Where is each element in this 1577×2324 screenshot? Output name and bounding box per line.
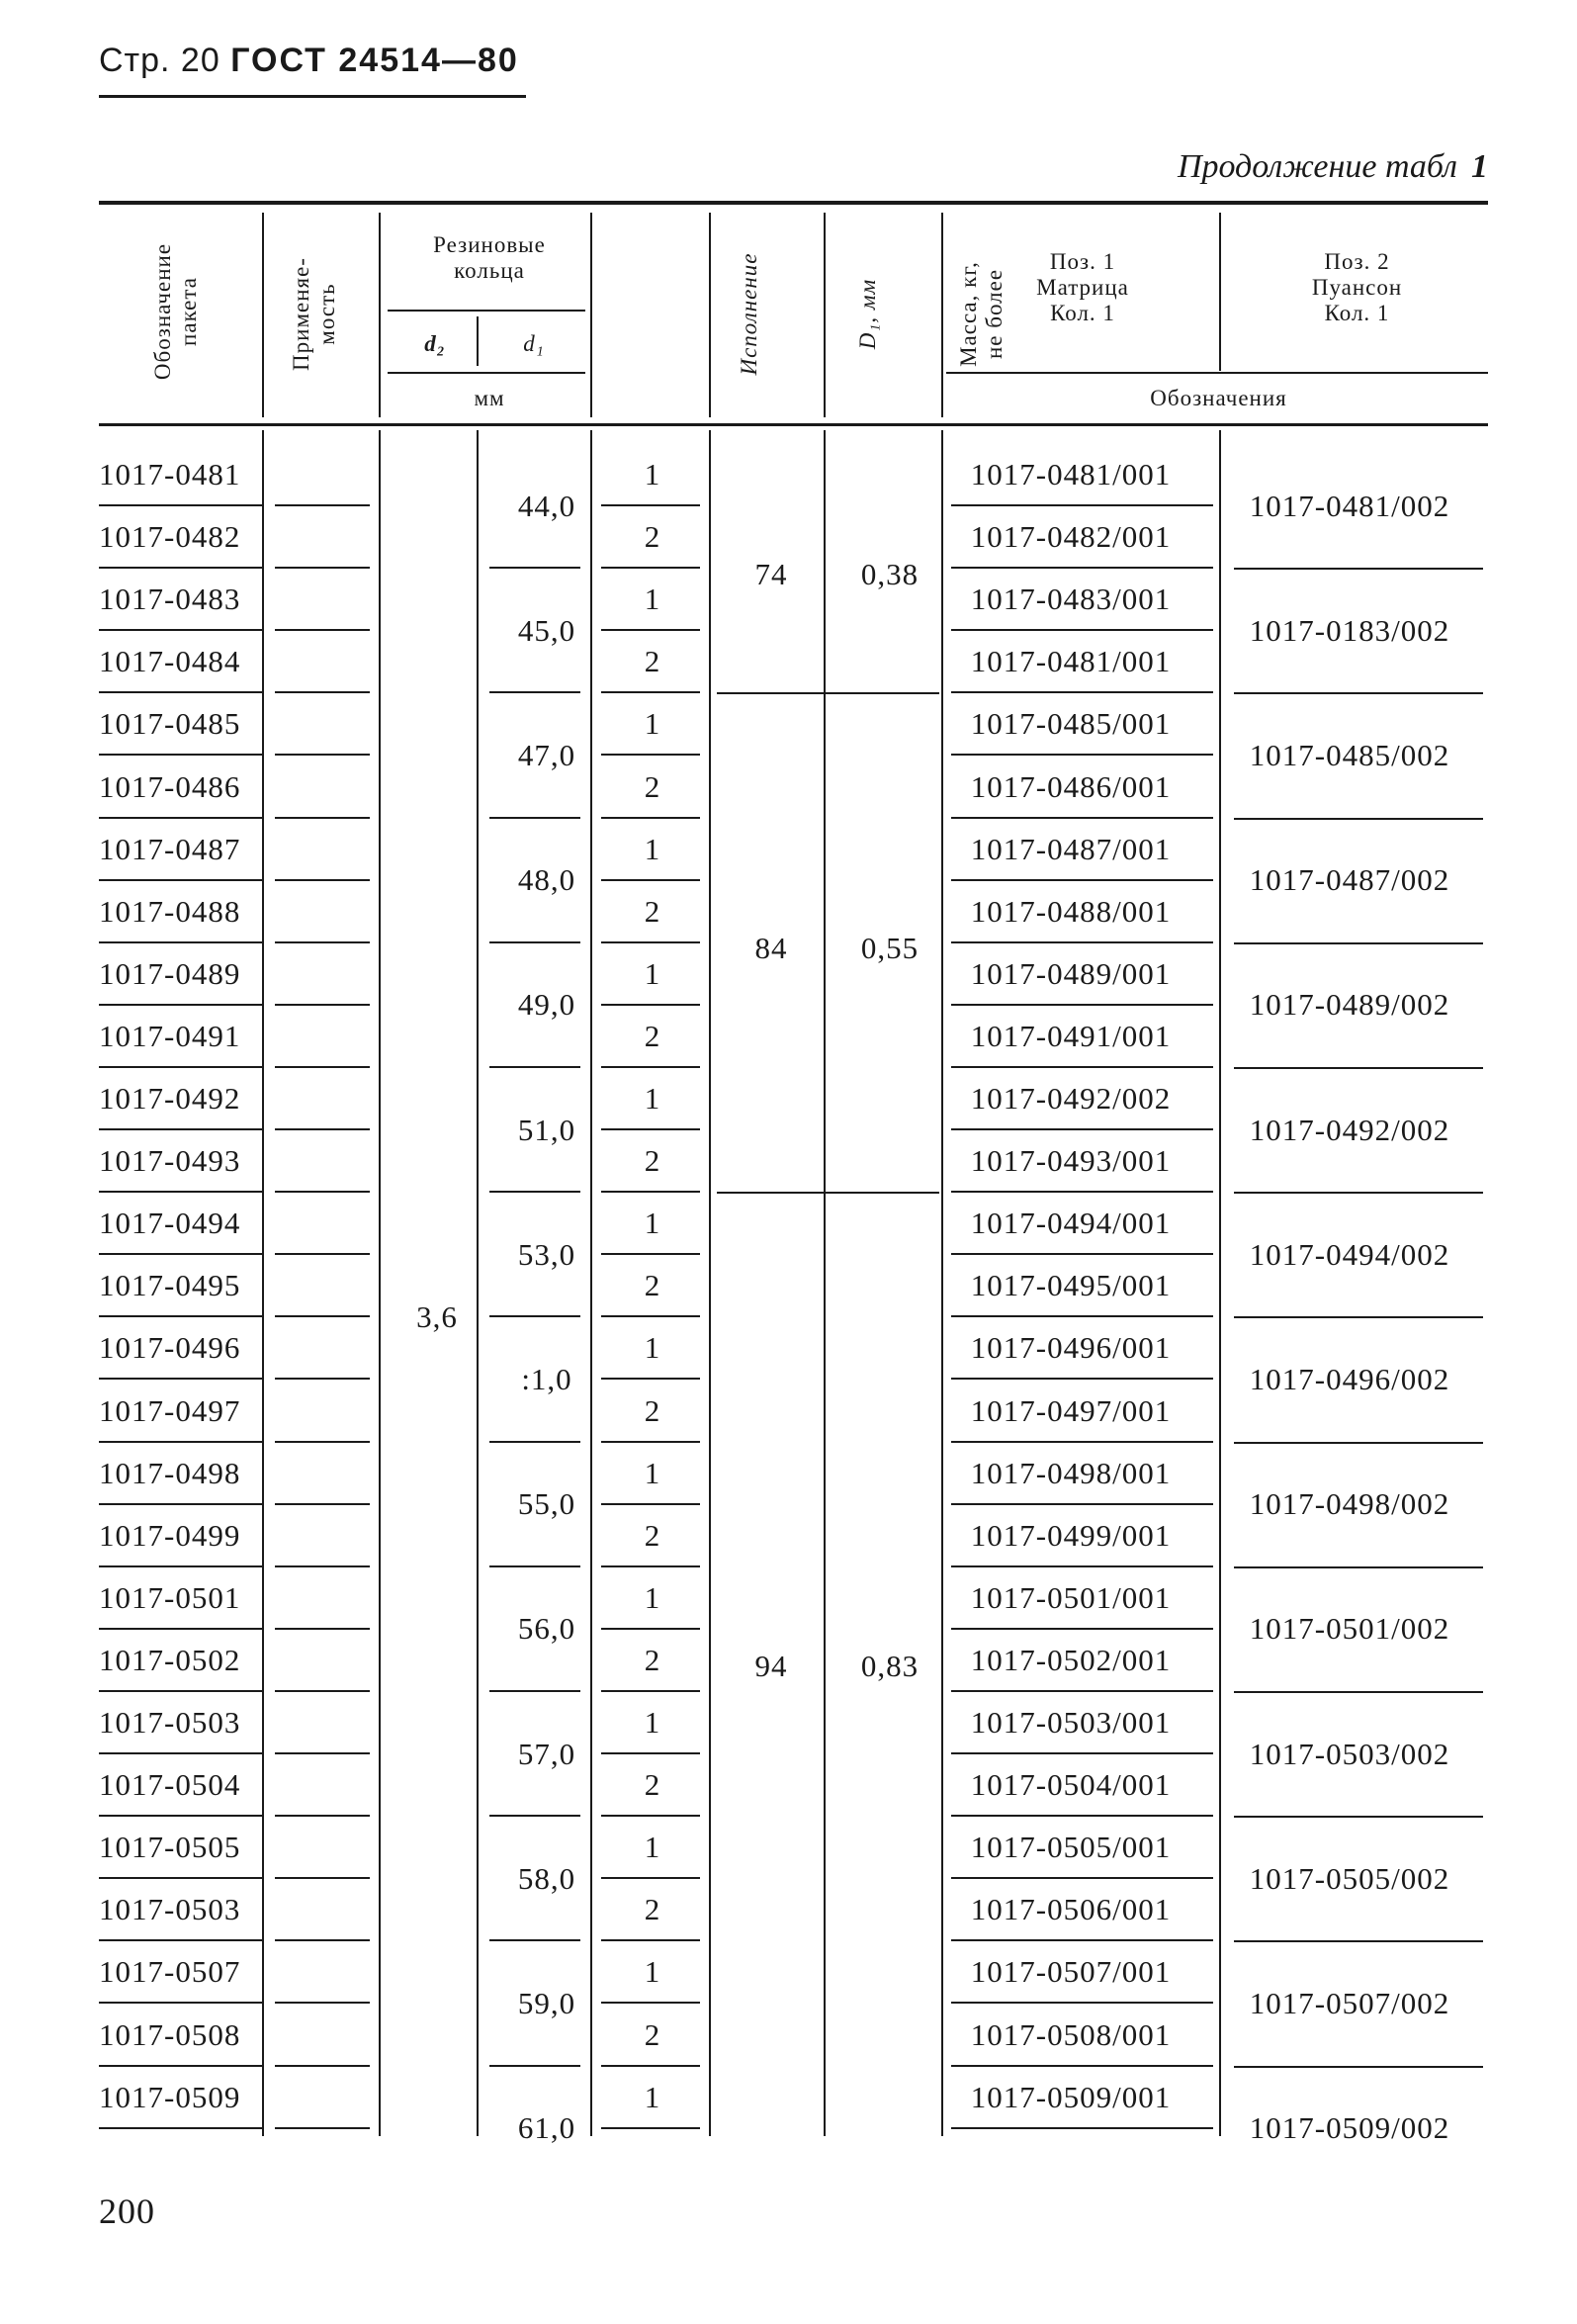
designation-cell: 1017-0486 — [99, 768, 241, 804]
row-rule — [951, 1815, 1213, 1817]
row-rule — [99, 1378, 262, 1380]
row-rule — [275, 1191, 370, 1193]
execution-cell: 2 — [644, 2016, 661, 2052]
d1-cell: 55,0 — [517, 1486, 576, 1522]
designation-cell: 1017-0508 — [99, 2016, 241, 2052]
pos1-cell: 1017-0487/001 — [970, 831, 1172, 866]
group-rule — [1234, 818, 1483, 820]
standard-number: ГОСТ 24514—80 — [230, 42, 519, 79]
page-prefix: Стр. 20 — [99, 42, 220, 79]
row-rule — [275, 2127, 370, 2129]
row-rule — [601, 1815, 700, 1817]
row-rule — [275, 1253, 370, 1255]
row-rule — [489, 1690, 580, 1692]
d1-cell: 44,0 — [517, 488, 576, 523]
row-rule — [275, 1128, 370, 1130]
row-rule — [951, 691, 1213, 693]
row-rule — [951, 1004, 1213, 1006]
row-rule — [601, 1253, 700, 1255]
pos1-cell: 1017-0493/001 — [970, 1143, 1172, 1179]
row-rule — [601, 1378, 700, 1380]
pos1-cell: 1017-0509/001 — [970, 2079, 1172, 2114]
row-rule — [489, 691, 580, 693]
col-mm-header: мм — [474, 386, 505, 410]
execution-cell: 2 — [644, 893, 661, 929]
execution-cell: 1 — [644, 1705, 661, 1740]
column-divider — [941, 430, 943, 2136]
row-rule — [99, 691, 262, 693]
row-rule — [275, 1441, 370, 1443]
execution-cell: 2 — [644, 644, 661, 679]
D1-cell: 94 — [754, 1648, 788, 1683]
pos1-cell: 1017-0481/001 — [970, 644, 1172, 679]
col-designations-header: Обозначения — [1150, 386, 1287, 410]
row-rule — [99, 1128, 262, 1130]
row-rule — [99, 1752, 262, 1754]
row-rule — [275, 1628, 370, 1630]
row-rule — [601, 2002, 700, 2004]
row-rule — [99, 1004, 262, 1006]
d2-cell: 3,6 — [416, 1298, 458, 1334]
row-rule — [951, 1315, 1213, 1317]
row-rule — [489, 567, 580, 569]
row-rule — [99, 1939, 262, 1941]
d1-cell: 57,0 — [517, 1736, 576, 1771]
designation-cell: 1017-0491 — [99, 1018, 241, 1053]
execution-cell: 2 — [644, 519, 661, 555]
row-rule — [275, 2065, 370, 2067]
designation-cell: 1017-0484 — [99, 644, 241, 679]
row-rule — [489, 817, 580, 819]
pos1-cell: 1017-0492/002 — [970, 1081, 1172, 1116]
row-rule — [601, 629, 700, 631]
row-rule — [275, 1877, 370, 1879]
row-rule — [951, 567, 1213, 569]
designation-cell: 1017-0497 — [99, 1392, 241, 1428]
d1-cell: 53,0 — [517, 1236, 576, 1272]
row-rule — [99, 2065, 262, 2067]
row-rule — [951, 629, 1213, 631]
col-d1-header: d₁ — [523, 331, 545, 356]
row-rule — [99, 1315, 262, 1317]
pos1-cell: 1017-0488/001 — [970, 893, 1172, 929]
row-rule — [489, 2065, 580, 2067]
header-divider — [709, 213, 711, 417]
pos2-cell: 1017-0183/002 — [1249, 612, 1450, 648]
pos1-cell: 1017-0497/001 — [970, 1392, 1172, 1428]
group-rule — [1234, 1940, 1483, 1942]
row-rule — [275, 1752, 370, 1754]
row-rule — [601, 754, 700, 756]
row-rule — [601, 1752, 700, 1754]
col-D1-header: D₁, мм — [855, 278, 880, 350]
row-rule — [99, 1815, 262, 1817]
D1-cell: 84 — [754, 931, 788, 966]
row-rule — [99, 1877, 262, 1879]
execution-cell: 2 — [644, 1767, 661, 1803]
group-rule — [1234, 1067, 1483, 1069]
row-rule — [951, 1378, 1213, 1380]
row-rule — [489, 1939, 580, 1941]
d1-cell: 56,0 — [517, 1611, 576, 1647]
row-rule — [951, 2002, 1213, 2004]
row-rule — [275, 1815, 370, 1817]
row-rule — [601, 1066, 700, 1068]
row-rule — [99, 504, 262, 506]
header-divider — [1219, 213, 1221, 371]
row-rule — [99, 754, 262, 756]
execution-cell: 2 — [644, 1143, 661, 1179]
designation-cell: 1017-0488 — [99, 893, 241, 929]
pos1-cell: 1017-0505/001 — [970, 1830, 1172, 1865]
row-rule — [275, 1565, 370, 1567]
designation-cell: 1017-0504 — [99, 1767, 241, 1803]
d1-cell: 59,0 — [517, 1985, 576, 2020]
row-rule — [951, 817, 1213, 819]
row-rule — [489, 941, 580, 943]
pos1-cell: 1017-0499/001 — [970, 1517, 1172, 1553]
pos1-cell: 1017-0504/001 — [970, 1767, 1172, 1803]
designation-cell: 1017-0494 — [99, 1206, 241, 1241]
designation-cell: 1017-0492 — [99, 1081, 241, 1116]
execution-cell: 1 — [644, 706, 661, 742]
row-rule — [489, 1441, 580, 1443]
row-rule — [99, 567, 262, 569]
row-rule — [99, 1191, 262, 1193]
pos2-cell: 1017-0494/002 — [1249, 1236, 1450, 1272]
row-rule — [275, 567, 370, 569]
column-divider — [477, 430, 479, 2136]
row-rule — [601, 1628, 700, 1630]
d1-cell: 49,0 — [517, 987, 576, 1023]
pos1-cell: 1017-0489/001 — [970, 955, 1172, 991]
header-subrule — [388, 310, 585, 312]
d1-cell: 51,0 — [517, 1112, 576, 1147]
pos2-cell: 1017-0509/002 — [1249, 2110, 1450, 2146]
row-rule — [275, 1939, 370, 1941]
row-rule — [951, 2127, 1213, 2129]
row-rule — [489, 1815, 580, 1817]
execution-cell: 1 — [644, 955, 661, 991]
row-rule — [275, 754, 370, 756]
row-rule — [951, 879, 1213, 881]
row-rule — [275, 629, 370, 631]
col-execution-header: Исполнение — [737, 252, 761, 376]
row-rule — [99, 1503, 262, 1505]
execution-cell: 1 — [644, 1455, 661, 1490]
d1-cell: 48,0 — [517, 862, 576, 898]
row-rule — [489, 1191, 580, 1193]
pos2-cell: 1017-0505/002 — [1249, 1860, 1450, 1896]
D1-cell: 74 — [754, 556, 788, 591]
column-divider — [262, 430, 264, 2136]
row-rule — [951, 1441, 1213, 1443]
group-rule — [1234, 692, 1483, 694]
pos1-cell: 1017-0494/001 — [970, 1206, 1172, 1241]
designation-cell: 1017-0503 — [99, 1705, 241, 1740]
row-rule — [99, 879, 262, 881]
pos1-cell: 1017-0506/001 — [970, 1892, 1172, 1927]
group-rule — [1234, 1816, 1483, 1818]
row-rule — [275, 941, 370, 943]
pos1-cell: 1017-0502/001 — [970, 1642, 1172, 1677]
group-rule — [1234, 2066, 1483, 2068]
execution-cell: 1 — [644, 1830, 661, 1865]
pos2-cell: 1017-0503/002 — [1249, 1736, 1450, 1771]
row-rule — [275, 1503, 370, 1505]
execution-cell: 1 — [644, 1206, 661, 1241]
d1-cell: 58,0 — [517, 1860, 576, 1896]
row-rule — [601, 691, 700, 693]
column-divider — [379, 430, 381, 2136]
pos1-cell: 1017-0496/001 — [970, 1330, 1172, 1366]
row-rule — [99, 1690, 262, 1692]
pos1-cell: 1017-0508/001 — [970, 2016, 1172, 2052]
pos2-cell: 1017-0492/002 — [1249, 1112, 1450, 1147]
row-rule — [951, 1191, 1213, 1193]
row-rule — [601, 817, 700, 819]
row-rule — [99, 2002, 262, 2004]
execution-cell: 2 — [644, 768, 661, 804]
execution-cell: 2 — [644, 1018, 661, 1053]
designation-cell: 1017-0496 — [99, 1330, 241, 1366]
execution-cell: 1 — [644, 457, 661, 492]
col-designation-header: Обозначение пакета — [150, 242, 201, 381]
row-rule — [951, 754, 1213, 756]
row-rule — [951, 1628, 1213, 1630]
header-subrule — [388, 372, 585, 374]
designation-cell: 1017-0499 — [99, 1517, 241, 1553]
designation-cell: 1017-0503 — [99, 1892, 241, 1927]
row-rule — [601, 567, 700, 569]
row-rule — [275, 691, 370, 693]
row-rule — [275, 1004, 370, 1006]
row-rule — [951, 1253, 1213, 1255]
row-rule — [601, 941, 700, 943]
mass-cell: 0,55 — [860, 931, 920, 966]
row-rule — [601, 504, 700, 506]
col-pos2-header: Поз. 2 Пуансон Кол. 1 — [1311, 249, 1403, 325]
row-rule — [489, 1066, 580, 1068]
pos1-cell: 1017-0507/001 — [970, 1954, 1172, 1990]
execution-cell: 1 — [644, 581, 661, 617]
header-divider — [262, 213, 264, 417]
designation-cell: 1017-0485 — [99, 706, 241, 742]
d1-cell: 47,0 — [517, 737, 576, 772]
d1-cell: 61,0 — [517, 2110, 576, 2146]
pos2-cell: 1017-0498/002 — [1249, 1486, 1450, 1522]
row-rule — [489, 1565, 580, 1567]
row-rule — [99, 1565, 262, 1567]
column-divider — [824, 430, 826, 2136]
row-rule — [601, 1128, 700, 1130]
row-rule — [951, 1128, 1213, 1130]
row-rule — [99, 1066, 262, 1068]
pos2-cell: 1017-0496/002 — [1249, 1361, 1450, 1396]
group-rule — [717, 692, 939, 694]
row-rule — [601, 1503, 700, 1505]
row-rule — [951, 1752, 1213, 1754]
row-rule — [601, 1315, 700, 1317]
row-rule — [275, 1315, 370, 1317]
row-rule — [951, 1503, 1213, 1505]
row-rule — [601, 1939, 700, 1941]
pos2-cell: 1017-0507/002 — [1249, 1985, 1450, 2020]
col-applicability-header: Применяе- мость — [289, 257, 339, 371]
execution-cell: 2 — [644, 1892, 661, 1927]
row-rule — [99, 941, 262, 943]
group-rule — [717, 1192, 939, 1194]
designation-cell: 1017-0509 — [99, 2079, 241, 2114]
pos1-cell: 1017-0501/001 — [970, 1579, 1172, 1615]
designation-cell: 1017-0495 — [99, 1268, 241, 1303]
row-rule — [275, 817, 370, 819]
mass-cell: 0,38 — [860, 556, 920, 591]
designation-cell: 1017-0498 — [99, 1455, 241, 1490]
execution-cell: 2 — [644, 1392, 661, 1428]
execution-cell: 1 — [644, 831, 661, 866]
pos1-cell: 1017-0498/001 — [970, 1455, 1172, 1490]
row-rule — [99, 1253, 262, 1255]
pos1-cell: 1017-0483/001 — [970, 581, 1172, 617]
pos2-cell: 1017-0489/002 — [1249, 987, 1450, 1023]
row-rule — [99, 2127, 262, 2129]
table-header-bottom-rule — [99, 423, 1488, 426]
pos1-cell: 1017-0491/001 — [970, 1018, 1172, 1053]
row-rule — [601, 879, 700, 881]
pos2-cell: 1017-0481/002 — [1249, 488, 1450, 523]
header-subrule — [946, 372, 1488, 374]
row-rule — [951, 1565, 1213, 1567]
row-rule — [601, 1191, 700, 1193]
row-rule — [951, 2065, 1213, 2067]
row-rule — [601, 2127, 700, 2129]
row-rule — [275, 879, 370, 881]
col-pos1-header: Поз. 1 Матрица Кол. 1 — [1036, 249, 1129, 325]
execution-cell: 2 — [644, 1642, 661, 1677]
d1-cell: :1,0 — [521, 1361, 572, 1396]
designation-cell: 1017-0507 — [99, 1954, 241, 1990]
header-divider — [590, 213, 592, 417]
row-rule — [601, 2065, 700, 2067]
data-table — [99, 0, 1483, 2324]
execution-cell: 1 — [644, 2079, 661, 2114]
execution-cell: 1 — [644, 1579, 661, 1615]
pos1-cell: 1017-0495/001 — [970, 1268, 1172, 1303]
row-rule — [99, 629, 262, 631]
group-rule — [1234, 1691, 1483, 1693]
col-rings-header: Резиновые кольца — [433, 232, 546, 283]
group-rule — [1234, 942, 1483, 944]
designation-cell: 1017-0487 — [99, 831, 241, 866]
pos1-cell: 1017-0503/001 — [970, 1705, 1172, 1740]
row-rule — [275, 1066, 370, 1068]
page-number: 200 — [99, 2191, 155, 2231]
pos2-cell: 1017-0485/002 — [1249, 737, 1450, 772]
execution-cell: 1 — [644, 1954, 661, 1990]
row-rule — [951, 941, 1213, 943]
designation-cell: 1017-0482 — [99, 519, 241, 555]
continuation-text: Продолжение табл — [1177, 148, 1457, 185]
col-d2-header: d₂ — [424, 331, 446, 356]
row-rule — [601, 1565, 700, 1567]
row-rule — [99, 817, 262, 819]
col-mass-header: Масса, кг, не более — [956, 261, 1007, 367]
group-rule — [1234, 1316, 1483, 1318]
pos2-cell: 1017-0487/002 — [1249, 862, 1450, 898]
designation-cell: 1017-0505 — [99, 1830, 241, 1865]
row-rule — [275, 1690, 370, 1692]
designation-cell: 1017-0481 — [99, 457, 241, 492]
row-rule — [601, 1690, 700, 1692]
row-rule — [601, 1877, 700, 1879]
row-rule — [489, 1315, 580, 1317]
pos1-cell: 1017-0481/001 — [970, 457, 1172, 492]
row-rule — [951, 1939, 1213, 1941]
d1-cell: 45,0 — [517, 612, 576, 648]
header-divider — [379, 213, 381, 417]
group-rule — [1234, 1566, 1483, 1568]
row-rule — [951, 1066, 1213, 1068]
group-rule — [1234, 1442, 1483, 1444]
pos1-cell: 1017-0485/001 — [970, 706, 1172, 742]
designation-cell: 1017-0483 — [99, 581, 241, 617]
mass-cell: 0,83 — [860, 1648, 920, 1683]
header-divider — [941, 213, 943, 417]
pos1-cell: 1017-0486/001 — [970, 768, 1172, 804]
table-number: 1 — [1471, 148, 1488, 185]
table-top-rule — [99, 201, 1488, 205]
header-divider — [477, 316, 479, 366]
row-rule — [951, 1877, 1213, 1879]
row-rule — [275, 1378, 370, 1380]
row-rule — [951, 504, 1213, 506]
row-rule — [99, 1441, 262, 1443]
designation-cell: 1017-0502 — [99, 1642, 241, 1677]
pos1-cell: 1017-0482/001 — [970, 519, 1172, 555]
execution-cell: 2 — [644, 1517, 661, 1553]
row-rule — [275, 2002, 370, 2004]
group-rule — [1234, 568, 1483, 570]
row-rule — [601, 1441, 700, 1443]
designation-cell: 1017-0501 — [99, 1579, 241, 1615]
row-rule — [951, 1690, 1213, 1692]
header-divider — [824, 213, 826, 417]
row-rule — [99, 1628, 262, 1630]
execution-cell: 2 — [644, 1268, 661, 1303]
execution-cell: 1 — [644, 1081, 661, 1116]
pos2-cell: 1017-0501/002 — [1249, 1611, 1450, 1647]
designation-cell: 1017-0489 — [99, 955, 241, 991]
designation-cell: 1017-0493 — [99, 1143, 241, 1179]
row-rule — [601, 1004, 700, 1006]
execution-cell: 1 — [644, 1330, 661, 1366]
row-rule — [275, 504, 370, 506]
group-rule — [1234, 1192, 1483, 1194]
